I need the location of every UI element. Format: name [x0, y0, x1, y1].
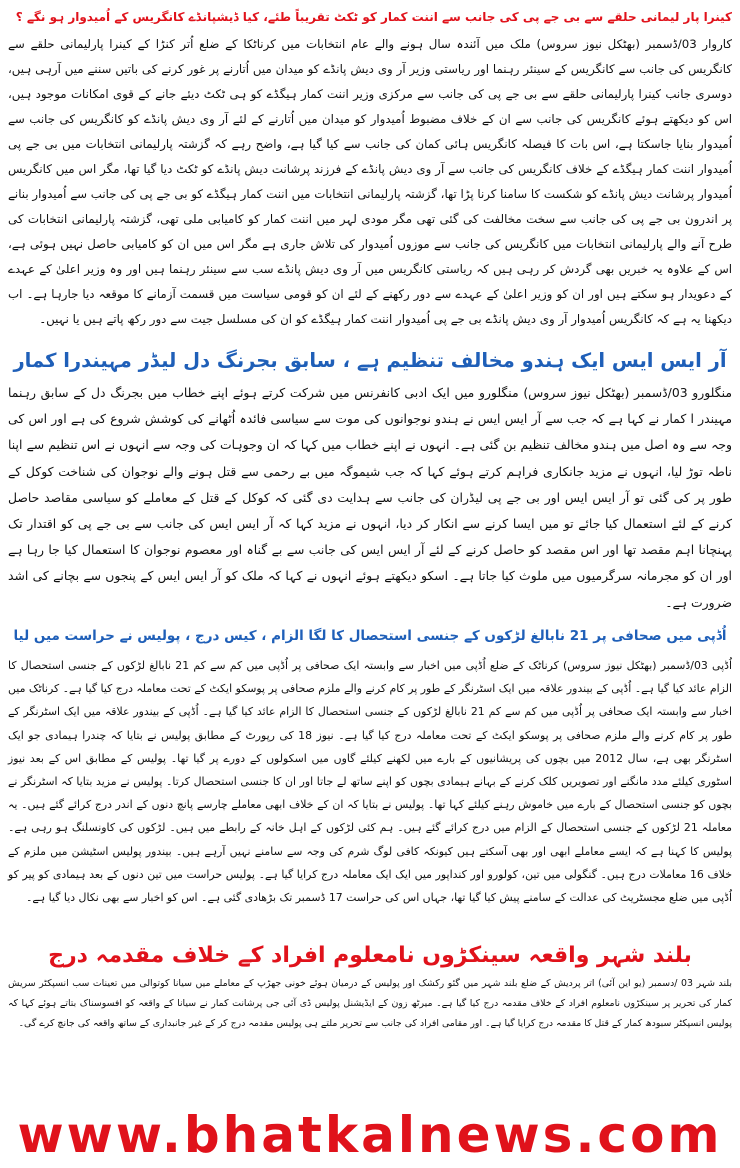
story-body: بلند شہر 03 /دسمبر (یو این آئی) اتر پردیش کے ضلع بلند شہر میں گئو رکشک اور پولیس کے درمیان ہوئے خونی جھڑپ کے معاملے میں سیانا کوتوالی میں تعینات سب انسپکٹر سریش کمار کی تحریر پر سینکڑوں نامعلوم افراد کے خلاف مقدمہ درج کیا گیا ہے۔ میرٹھ زون کے ایڈیشنل پولیس ڈی آئی جی پرشانت کمار نے سیانا کے واقعہ کو افسوسناک بتاتے ہوئے کہا کہ پولیس انسپکٹر سبودھ کمار کے قتل کا مقدمہ درج کرایا گیا ہے۔ اور مقامی افراد کی جانب سے تحریر ملتے ہی پولیس مقدمہ درج کر کے غیر جانبداری کے ساتھ واقعہ کی جانچ کرے گی۔	[8, 978, 732, 1030]
news-story-bulandshahr	[8, 938, 732, 1048]
news-story-rss	[8, 340, 732, 618]
news-story-canara	[8, 2, 732, 340]
story-body: کاروار 03/ڈسمبر (بھٹکل نیوز سروس) ملک میں آئندہ سال ہونے والے عام انتخابات میں کرناٹکا کے ضلع اُتر کنڑا کے کینرا پارلیمانی حلقے سے کانگریس کی جانب سے کانگریس کے سینئر رہنما اور ریاستی وزیر آر وی دیش پانڈے کو میدان میں اُتارنے پر غور کرنے کی باتیں سننے میں آرہی ہیں، دوسری جانب کینرا پارلیمانی حلقے سے بی جے پی کی جانب سے مرکزی وزیر اننت کمار ہیگڈے کو ہی ٹکٹ دیئے جانے کے قوی امکانات موجود ہیں، اس کو دیکھتے ہوئے کانگریس کی جانب سے ان کے خلاف مضبوط اُمیدوار کو میدان میں اُتارنے کے لئے آر وی دیش پانڈے کو کانگریس کی جانب سے اُمیدوار بنایا جاسکتا ہے، اس بات کا فیصلہ کانگریس ہائی کمان کی جانب سے کیا گیا ہے، واضح رہے کہ گزشتہ پارلیمانی انتخابات میں بی جے پی اُمیدوار اننت کمار ہیگڈے کے خلاف کانگریس کی جانب سے آر وی دیش پانڈے کے فرزند پرشانت دیش پانڈے کو ٹکٹ دیا گیا تھا، مگر اس میں کانگریس اُمیدوار پرشانت دیش پانڈے کو شکست کا سامنا کرنا پڑا تھا، گزشتہ پارلیمانی انتخابات میں اننت کمار ہیگڈے کو بی جے پی کی جانب سے اُمیدوار بنانے پر اندرون بی جے پی کی جانب سے سخت مخالفت کی گئی تھی مگر مودی لہر میں اننت کمار کو کامیابی ملی تھی، گزشتہ پارلیمانی انتخابات کی طرح آنے والے پارلیمانی انتخابات میں کانگریس کی جانب سے موزوں اُمیدوار کی تلاش جاری ہے مگر اس میں ان کو کامیابی حاصل نہیں ہوئی ہے، اس کے علاوہ یہ خبریں بھی گردش کر رہی ہیں کہ ریاستی کانگریس میں آر وی دیش پانڈے سب سے سینئر رہنما ہیں اور وہ وزیر اعلیٰ کے عہدے کے دعویدار ہو سکتے ہیں اور ان کو وزیر اعلیٰ کے عہدے سے دور رکھنے کے لئے ان کو قومی سیاست میں قسمت آزمانے کا موقعہ دیا جارہا ہے۔ اب دیکھنا یہ ہے کہ کانگریس اُمیدوار آر وی دیش پانڈے بی جے پی اُمیدوار اننت کمار ہیگڈے کو ان کی مسلسل جیت سے دور رکھ پاتے ہیں یا نہیں۔	[8, 37, 732, 326]
story-body: اُڈپی 03/ڈسمبر (بھٹکل نیوز سروس) کرناٹک کے ضلع اُڈپی میں اخبار سے وابستہ ایک صحافی پر اُڈپی میں کم سے کم 21 نابالغ لڑکوں کے جنسی استحصال کا الزام عائد کیا گیا ہے۔ اُڈپی کے بیندور علاقہ میں ایک اسٹرنگر کے طور پر کام کرنے والے ملزم صحافی پر پوسکو ایکٹ کے تحت معاملہ درج کیا گیا ہے۔ کرناٹک میں اخبار سے وابستہ ایک صحافی پر اُڈپی میں کم سے کم 21 نابالغ لڑکوں کے جنسی استحصال کا الزام عائد کیا گیا ہے۔ اُڈپی کے بیندور علاقہ میں ایک اسٹرنگر کے طور پر کام کرنے والے ملزم صحافی پر پوسکو ایکٹ کے تحت معاملہ درج کیا گیا ہے۔ نیوز 18 کی رپورٹ کے مطابق پولیس نے بتایا کہ چندرا ہیمادی جو ایک اسٹرنگر بھی ہے، سال 2012 میں بچوں کی پریشانیوں کے بارے میں لکھنے کیلئے گاوں میں اسکولوں کے دورے پر گیا تھا۔ پولیس کے مطابق اس کے بعد نیوز اسٹوری کیلئے مدد مانگنے اور تصویریں کلک کرنے کے بہانے ہیمادی بچوں کو اپنے ساتھ لے جاتا اور ان کا جنسی استحصال کرتا۔ پولیس نے مزید بتایا کہ اسٹرنگر نے بچوں کو جنسی استحصال کے بارے میں خاموش رہنے کیلئے کہا تھا۔ پولیس نے بتایا کہ ان کے خلاف ابھی معاملے چارسے پانچ دنوں کے اندر درج کرائے گئے ہیں۔ یہ معاملہ 21 لڑکوں کے جنسی استحصال کے الزام میں درج کرائے گئے ہیں۔ ہم کئی لڑکوں کے اہل خانہ کے رابطے میں ہیں۔ لڑکوں کی کاونسلنگ ہو رہی ہے۔ پولیس کا کہنا ہے کہ ایسے معاملے ابھی اور بھی آسکتے ہیں کیونکہ کافی لوگ شرم کی وجہ سے سامنے نہیں آرہے ہیں۔ بیندور پولیس اسٹیشن میں ملزم کے خلاف 16 معاملات درج ہیں۔ گنگولی میں تین، کولورو اور کنداپور میں ایک ایک معاملہ درج کرایا گیا ہے۔ پولیس حراست میں تین دنوں کے بعد ہیمادی کو پیر کو اُڈپی میں ضلع مجسٹریٹ کی عدالت کے سامنے پیش کیا گیا تھا، جہاں اس کی حراست 17 ڈسمبر تک بڑھادی گئی ہے۔ اس کو اخبار سے بھی نکال دیا گیا ہے۔	[8, 659, 733, 905]
story-headline: کینرا پار لیمانی حلقے سے بی جے پی کی جانب سے اننت کمار کو ٹکٹ تقریباً طئے، کیا ڈیشپانڈے کانگریس کے اُمیدوار ہو نگے ؟	[15, 10, 732, 24]
site-url-banner: www.bhatkalnews.com	[17, 1106, 723, 1164]
story-headline: بلند شہر واقعہ سینکڑوں نامعلوم افراد کے خلاف مقدمہ درج	[48, 943, 692, 968]
news-story-udupi	[8, 618, 732, 938]
story-headline: اُڈپی میں صحافی پر 21 نابالغ لڑکوں کے جنسی استحصال کا لگا الزام ، کیس درج ، پولیس نے حراست میں لیا	[13, 628, 727, 644]
story-body: منگلورو 03/ڈسمبر (بھٹکل نیوز سروس) منگلورو میں ایک ادبی کانفرنس میں شرکت کرتے ہوئے اپنے خطاب میں بجرنگ دل کے سابق رہنما مہیندر ا کمار نے کہا ہے کہ جب سے آر ایس ایس نے ہندو نوجوانوں کی موت سے سیاسی فائدہ اُٹھانے کی کوشش شروع کی ہے اور اس کی وجہ سے وہ اصل میں ہندو مخالف تنظیم بن گئی ہے۔ انہوں نے اپنے خطاب میں کہا کہ ان وجوہات کی وجہ سے انہوں نے اس تنظیم سے اپنا ناطہ توڑ لیا، انہوں نے مزید جانکاری فراہم کرتے ہوئے کہا کہ جب شیموگہ میں بے رحمی سے قتل ہونے والے نوجوان کی شناخت کوکل کے طور پر کی گئی تو آر ایس ایس اور بی جے پی لیڈران کی جانب سے ہدایت دی گئی کہ کوکل کے قتل کے معاملے کو سیاسی مقاصد حاصل کرنے کے لئے استعمال کیا جائے تو میں ایسا کرنے سے انکار کر دیا، انہوں نے مزید کہا کہ آر ایس ایس کی جانب سے بی جے پی کو اقتدار تک پہنچانا اہم مقصد تھا اور اس مقصد کو حاصل کرنے کے لئے آر ایس ایس کی جانب سے بے گناہ اور معصوم نوجوان کا استعمال کیا جا رہا ہے اور ان کو مجرمانہ سرگرمیوں میں ملوث کیا جاتا ہے۔ اسکو دیکھتے ہوئے انہوں نے کہا کہ ملک کو آر ایس ایس کے پنجوں سے بچانے کی اشد ضرورت ہے۔	[8, 385, 732, 610]
story-headline: آر ایس ایس ایک ہندو مخالف تنظیم ہے ، سابق بجرنگ دل لیڈر مہیندرا کمار	[13, 349, 727, 372]
